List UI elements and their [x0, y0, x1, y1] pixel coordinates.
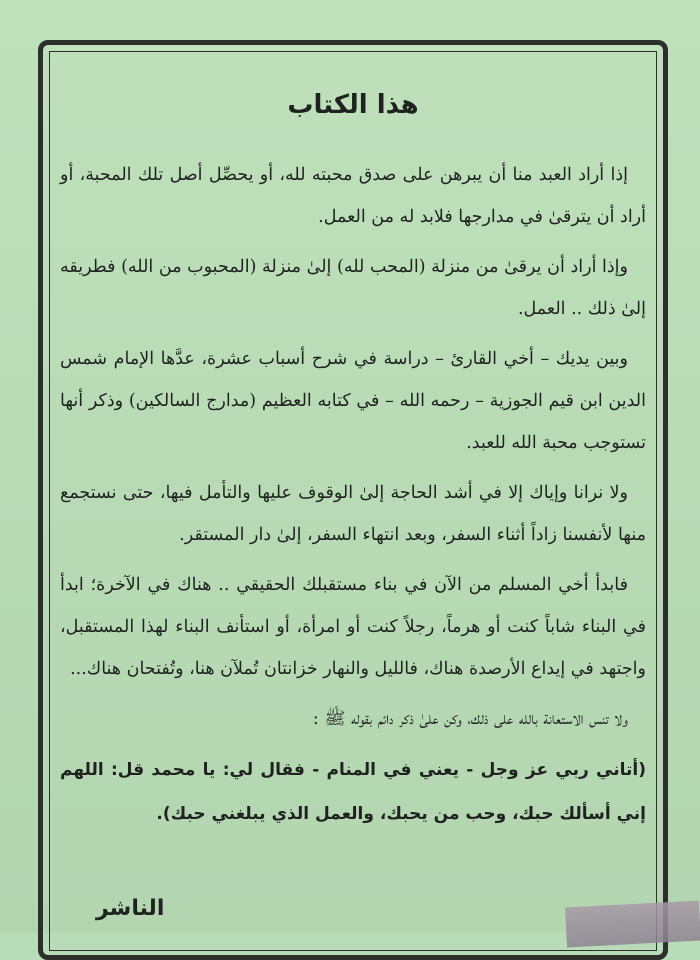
corner-sticker	[565, 901, 700, 948]
paragraph-1: إذا أراد العبد منا أن يبرهن على صدق محبته لله، أو يحصِّل أصل تلك المحبة، أو أراد أن يترقىٰ في مدارجها فلابد له من العمل.	[60, 165, 646, 227]
hadith-quote: (أتاني ربي عز وجل - يعني في المنام - فقال لي: يا محمد قل: اللهم إني أسألك حبك، وحب من يحبك، والعمل الذي يبلغني حبك).	[60, 760, 646, 824]
publisher-signature: الناشر	[96, 896, 165, 921]
paragraph-3: وبين يديك – أخي القارئ – دراسة في شرح أسباب عشرة، عدَّها الإمام شمس الدين ابن قيم الجوزية – رحمه الله – في كتابه العظيم (مدارج السالكين) وذكر أنها تستوجب محبة الله للعبد.	[60, 349, 646, 453]
paragraph-2: وإذا أراد أن يرقىٰ من منزلة (المحب لله) إلىٰ منزلة (المحبوب من الله) فطريقه إلىٰ ذلك .. العمل.	[60, 257, 646, 319]
paragraph-5: فابدأ أخي المسلم من الآن في بناء مستقبلك الحقيقي .. هناك في الآخرة؛ ابدأ في البناء شاباً كنت أو هرماً، رجلاً كنت أو امرأة، أو استأنف البناء لهذا المستقبل، واجتهد في إيداع الأرصدة هناك، فالليل والنهار خزانتان تُملآن هنا، وتُفتحان هناك...	[60, 575, 646, 679]
page-title: هذا الكتاب	[287, 90, 419, 120]
paragraph-6: ولا تنس الاستعانة بالله على ذلك، وكن علىٰ ذكر دائم بقوله ﷺ :	[312, 709, 628, 729]
paragraph-4: ولا نرانا وإياك إلا في أشد الحاجة إلىٰ الوقوف عليها والتأمل فيها، حتى نستجمع منها لأنفسنا زاداً أثناء السفر، وبعد انتهاء السفر، إلىٰ دار المستقر.	[60, 483, 646, 545]
book-intro-content	[60, 78, 646, 836]
